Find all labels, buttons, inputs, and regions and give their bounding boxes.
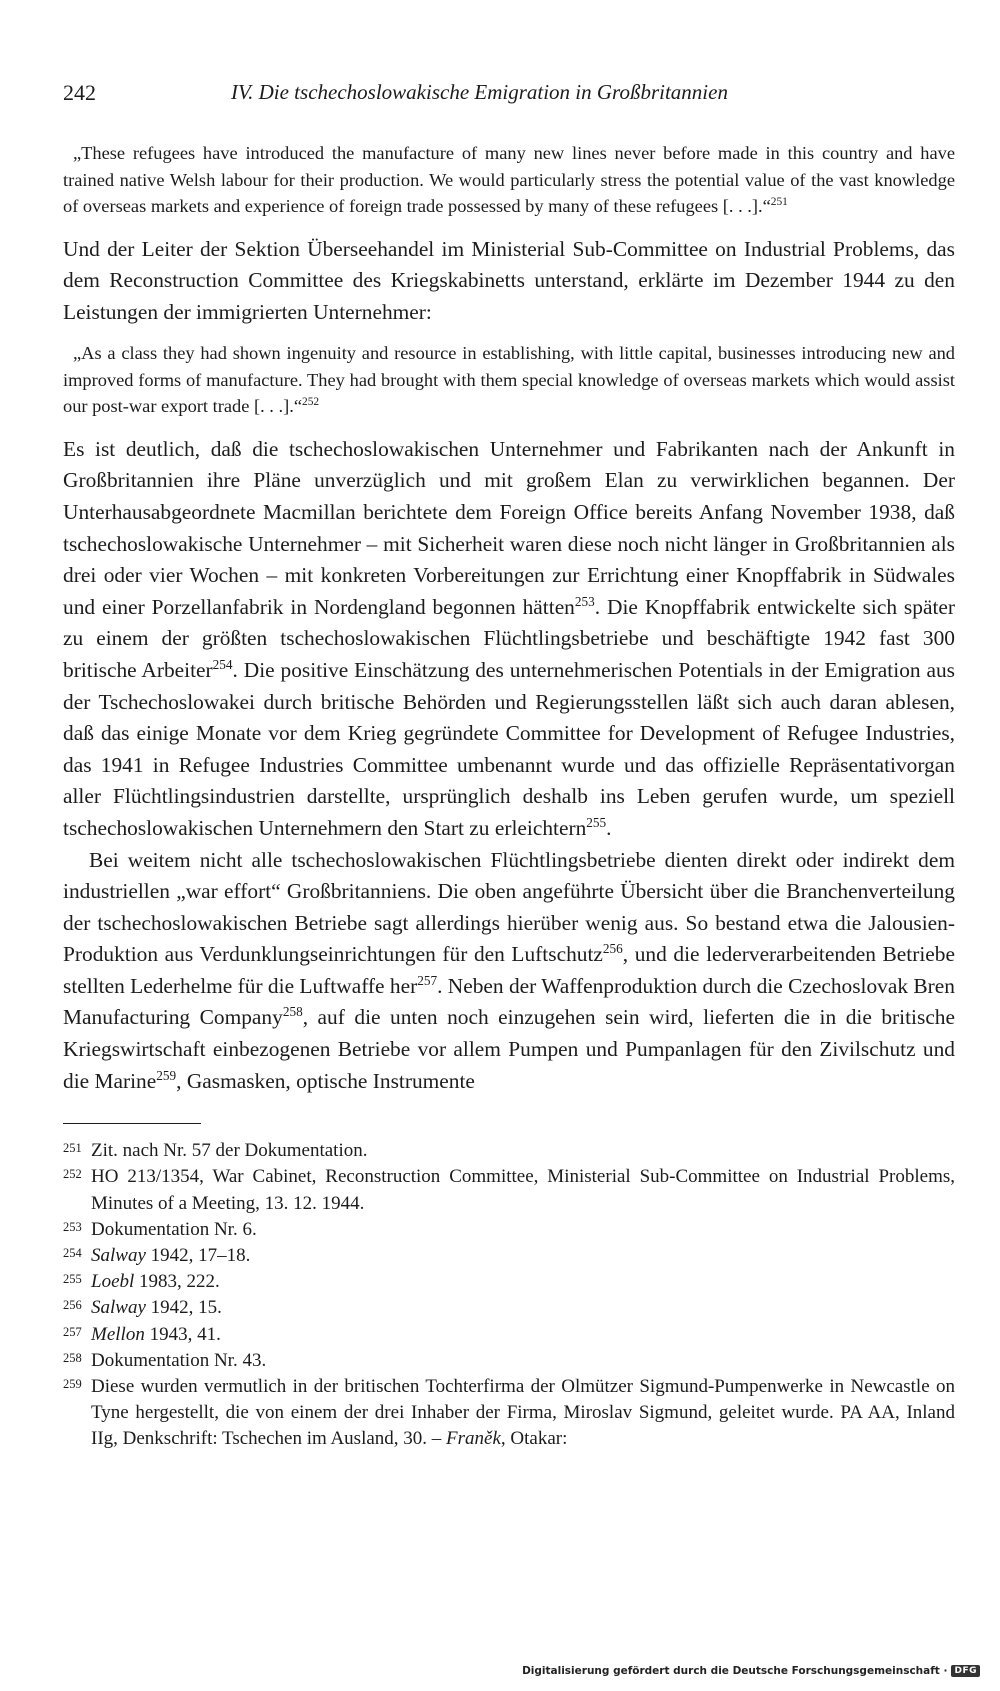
footnote-author: Loebl bbox=[91, 1271, 135, 1293]
p2-s1: Es ist deutlich, daß die tschechoslowakischen Unternehmer und Fabrikanten nach der Ankunft in Großbritannien ihre Pläne unverzüglich und mit großem Elan zu verwirklichen begannen. Der Unterhausabgeordnete Macmillan berichtete dem Foreign Office bereits Anfang November 1938, daß tschechoslowakische Unternehmer – mit Sicherheit waren diese noch nicht länger in Großbritannien als drei oder vier Wochen – mit konkreten Vorbereitungen zur Errichtung einer Knopffabrik in Südwales und einer Porzellanfabrik in Nordengland begonnen hätten bbox=[63, 436, 955, 619]
footnote-253 bbox=[63, 1217, 955, 1243]
footnote-divider bbox=[63, 1123, 201, 1124]
block-quote-1 bbox=[63, 140, 955, 220]
p3-s1: Bei weitem nicht alle tschechoslowakischen Flüchtlingsbetriebe dienten direkt oder indirekt dem industriellen „war effort“ Großbritanniens. Die oben angeführte Übersicht über die Branchenverteilung der tschechoslowakischen Betriebe sagt allerdings hierüber wenig aus. So bestand etwa die Jalousien-Produktion aus Verdunklungseinrichtungen für den Luftschutz bbox=[63, 847, 955, 967]
footnote-text: 1983, 222. bbox=[134, 1271, 220, 1293]
block-quote-2 bbox=[63, 340, 955, 420]
p3-s5: , Gasmasken, optische Instrumente bbox=[176, 1068, 475, 1093]
footnote-author: Mellon bbox=[91, 1323, 145, 1345]
digitization-credit bbox=[522, 1665, 980, 1677]
p2-s2: . Die Knopffabrik entwickelte sich später zu einem der größten tschechoslowakischen Flüchtlingsbetriebe und beschäftigte 1942 fast 300 britische Arbeiter bbox=[63, 594, 956, 682]
footnote-252 bbox=[63, 1164, 955, 1216]
footnote-ref-259[interactable]: 259 bbox=[156, 1067, 177, 1083]
footnote-number: 257 bbox=[63, 1324, 82, 1339]
footnote-ref-253[interactable]: 253 bbox=[574, 593, 595, 609]
footnote-text: HO 213/1354, War Cabinet, Reconstruction Committee, Ministerial Sub-Committee on Industrial Problems, Minutes of a Meeting, 13. 12. 1944. bbox=[91, 1166, 955, 1214]
footnote-text: 1943, 41. bbox=[144, 1323, 221, 1345]
footnote-259 bbox=[63, 1374, 955, 1453]
footnote-ref-254[interactable]: 254 bbox=[212, 656, 233, 672]
footnote-258 bbox=[63, 1348, 955, 1374]
footnote-number: 253 bbox=[63, 1219, 82, 1234]
page-number: 242 bbox=[63, 80, 96, 105]
footnote-text: 1942, 17–18. bbox=[145, 1245, 251, 1267]
footnote-text: Diese wurden vermutlich in der britischen Tochterfirma der Olmützer Sigmund-Pumpenwerke in Newcastle on Tyne hergestellt, die von einem der drei Inhaber der Firma, Miroslav Sigmund, geleitet wurde. PA AA, Inland IIg, Denkschrift: Tschechen im Ausland, 30. – bbox=[91, 1376, 955, 1450]
footnote-author: Franěk bbox=[446, 1428, 501, 1450]
footnote-number: 252 bbox=[63, 1167, 82, 1182]
footnote-ref-255[interactable]: 255 bbox=[586, 814, 607, 830]
footnote-author: Salway bbox=[91, 1245, 146, 1267]
quote-1-text: „These refugees have introduced the manufacture of many new lines never before made in this country and have trained native Welsh labour for their production. We would particularly stress the potential value of the vast knowledge of overseas markets and experience of foreign trade possessed by many of these refugees [. . .].“ bbox=[63, 143, 955, 216]
footnote-ref-252[interactable]: 252 bbox=[302, 396, 320, 409]
footnote-ref-256[interactable]: 256 bbox=[602, 941, 623, 957]
footnote-number: 259 bbox=[63, 1377, 82, 1392]
dfg-logo-icon: DFG bbox=[951, 1665, 980, 1677]
book-page bbox=[63, 80, 955, 1453]
p3-s3: . Neben der Waffenproduktion durch die Czechoslovak Bren Manufacturing Company bbox=[63, 973, 955, 1030]
page-header bbox=[63, 80, 955, 110]
credit-text: Digitalisierung gefördert durch die Deutsche Forschungsgemeinschaft · bbox=[522, 1665, 948, 1677]
footnotes bbox=[63, 1138, 955, 1452]
footnote-256 bbox=[63, 1295, 955, 1321]
footnote-number: 251 bbox=[63, 1141, 82, 1156]
footnote-text: Zit. nach Nr. 57 der Dokumentation. bbox=[91, 1140, 368, 1162]
footnote-ref-257[interactable]: 257 bbox=[417, 972, 438, 988]
paragraph-2 bbox=[63, 434, 955, 845]
footnote-author: Salway bbox=[91, 1297, 146, 1319]
footnote-number: 254 bbox=[63, 1246, 82, 1261]
footnote-number: 255 bbox=[63, 1272, 82, 1287]
p3-s4: , auf die unten noch einzugehen sein wird, lieferten die in die britische Kriegswirtschaft einbezogenen Betriebe vor allem Pumpen und Pumpanlagen für den Zivilschutz und die Marine bbox=[63, 1005, 955, 1093]
footnote-number: 256 bbox=[63, 1298, 82, 1313]
footnote-ref-251[interactable]: 251 bbox=[770, 195, 788, 208]
paragraph-3 bbox=[63, 845, 955, 1098]
running-head: IV. Die tschechoslowakische Emigration in Großbritannien bbox=[231, 80, 728, 104]
footnote-text: 1942, 15. bbox=[145, 1297, 222, 1319]
paragraph-1-text: Und der Leiter der Sektion Überseehandel im Ministerial Sub-Committee on Industrial Problems, das dem Reconstruction Committee des Kriegskabinetts unterstand, erklärte im Dezember 1944 zu den Leistungen der immigrierten Unternehmer: bbox=[63, 236, 955, 324]
quote-2-text: „As a class they had shown ingenuity and resource in establishing, with little capital, businesses introducing new and improved forms of manufacture. They had brought with them special knowledge of overseas markets which would assist our post-war export trade [. . .].“ bbox=[63, 343, 955, 417]
footnote-text: Dokumentation Nr. 6. bbox=[91, 1218, 257, 1240]
footnote-254 bbox=[63, 1243, 955, 1269]
footnote-ref-258[interactable]: 258 bbox=[282, 1004, 303, 1020]
p2-s3: . Die positive Einschätzung des unternehmerischen Potentials in der Emigration aus der Tschechoslowakei durch britische Behörden und Regierungsstellen läßt sich auch daran ablesen, daß das einige Monate vor dem Krieg gegründete Committee for Development of Refugee Industries, das 1941 in Refugee Industries Committee umbenannt wurde und das offizielle Repräsentativorgan aller Flüchtlingsindustrien darstellte, ursprünglich deshalb ins Leben gerufen wurde, um speziell tschechoslowakischen Unternehmern den Start zu erleichtern bbox=[63, 657, 955, 840]
p2-s4: . bbox=[606, 815, 612, 840]
footnote-257 bbox=[63, 1322, 955, 1348]
footnote-text-tail: , Otakar: bbox=[500, 1428, 568, 1450]
footnote-text: Dokumentation Nr. 43. bbox=[91, 1349, 267, 1371]
paragraph-1 bbox=[63, 234, 955, 329]
p3-s2: , und die lederverarbeitenden Betriebe stellten Lederhelme für die Luftwaffe her bbox=[63, 942, 955, 998]
footnote-255 bbox=[63, 1269, 955, 1295]
footnote-number: 258 bbox=[63, 1350, 82, 1365]
footnote-251 bbox=[63, 1138, 955, 1164]
